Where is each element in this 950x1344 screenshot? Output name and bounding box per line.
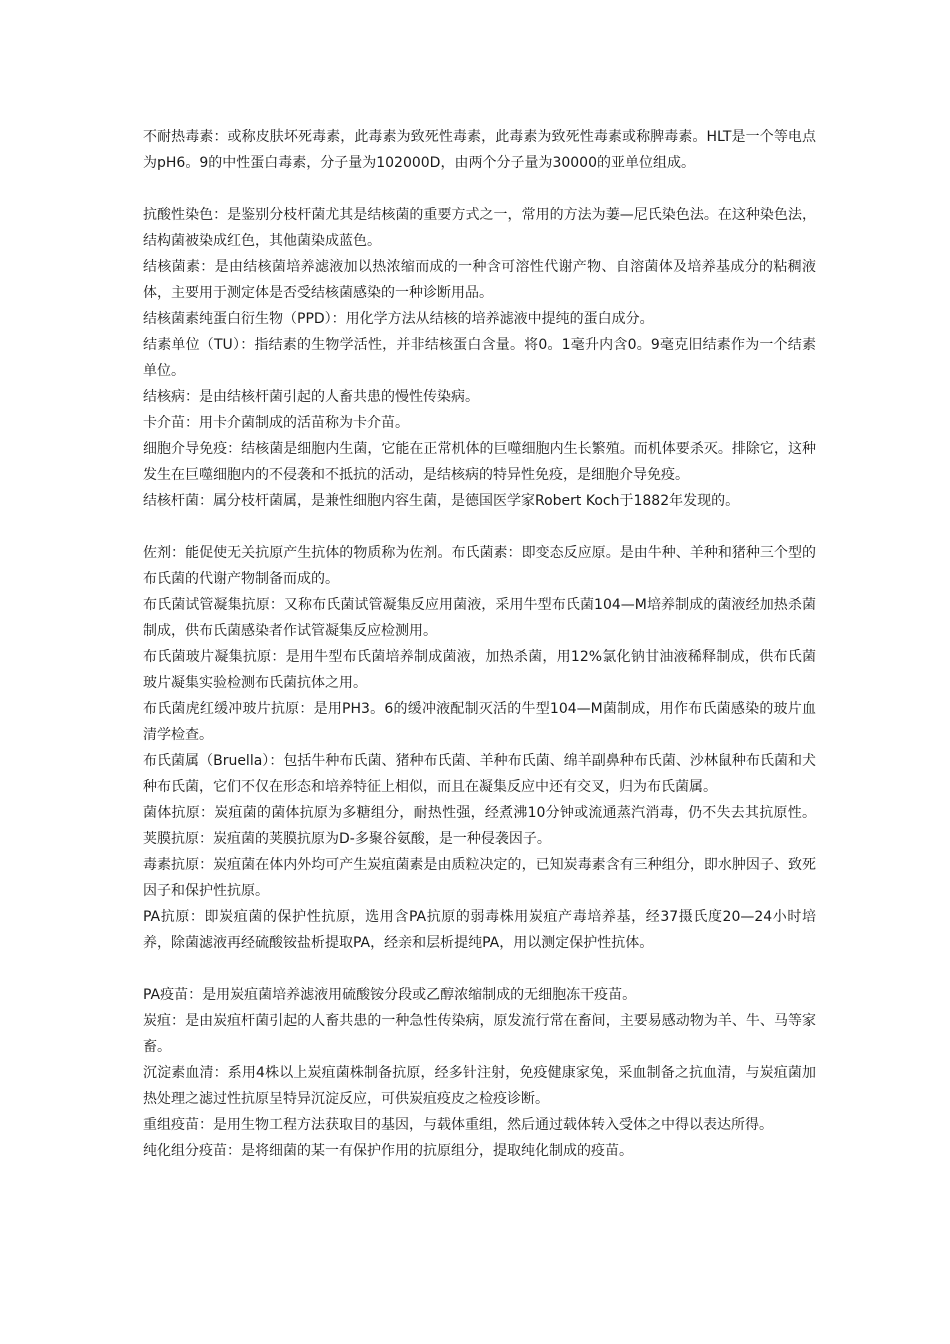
paragraph-anthrax: 炭疽：是由炭疽杆菌引起的人畜共患的一种急性传染病，原发流行常在畜间，主要易感动物为羊、牛、马等家畜。 <box>143 1013 816 1055</box>
paragraph-somatic-antigen: 菌体抗原：炭疽菌的菌体抗原为多糖组分，耐热性强，经煮沸10分钟或流通蒸汽消毒，仍不失去其抗原性。荚膜抗原：炭疽菌的荚膜抗原为D-多聚谷氨酸，是一种侵袭因子。 <box>143 805 816 847</box>
paragraph-brucella-slide-antigen: 布氏菌玻片凝集抗原：是用牛型布氏菌培养制成菌液，加热杀菌，用12%氯化钠甘油液稀释制成，供布氏菌玻片凝集实验检测布氏菌抗体之用。 <box>143 649 816 691</box>
paragraph-ppd: 结核菌素纯蛋白衍生物（PPD）：用化学方法从结核的培养滤液中提纯的蛋白成分。 <box>143 311 654 327</box>
paragraph-brucella-genus: 布氏菌属（Bruella）：包括牛种布氏菌、猪种布氏菌、羊种布氏菌、绵羊副鼻种布氏菌、沙林鼠种布氏菌和犬种布氏菌，它们不仅在形态和培养特征上相似，而且在凝集反应中还有交叉，归为布氏菌属。 <box>143 753 816 795</box>
paragraph-tuberculosis: 结核病：是由结核杆菌引起的人畜共患的慢性传染病。 <box>143 389 479 405</box>
paragraph-pa-vaccine: PA疫苗：是用炭疽菌培养滤液用硫酸铵分段或乙醇浓缩制成的无细胞冻干疫苗。 <box>143 987 637 1003</box>
paragraph-cell-mediated-immunity: 细胞介导免疫：结核菌是细胞内生菌，它能在正常机体的巨噬细胞内生长繁殖。而机体要杀灭。排除它，这种发生在巨噬细胞内的不侵袭和不抵抗的活动，是结核病的特异性免疫，是细胞介导免疫。 <box>143 441 816 483</box>
document-body <box>143 124 816 1164</box>
paragraph-tuberculin-unit: 结素单位（TU）：指结素的生物学活性，并非结核蛋白含量。将0。1毫升内含0。9毫克旧结素作为一个结素单位。 <box>143 337 816 379</box>
paragraph-brucella-tube-antigen: 布氏菌试管凝集抗原：又称布氏菌试管凝集反应用菌液，采用牛型布氏菌104—M培养制成的菌液经加热杀菌制成，供布氏菌感染者作试管凝集反应检测用。 <box>143 597 816 639</box>
paragraph-adjuvant: 佐剂：能促使无关抗原产生抗体的物质称为佐剂。布氏菌素：即变态反应原。是由牛种、羊种和猪种三个型的布氏菌的代谢产物制备而成的。 <box>143 545 816 587</box>
paragraph-pa-antigen: PA抗原：即炭疽菌的保护性抗原，选用含PA抗原的弱毒株用炭疽产毒培养基，经37摄氏度20—24小时培养，除菌滤液再经硫酸铵盐析提取PA，经亲和层析提纯PA，用以测定保护性抗体。 <box>143 909 816 951</box>
paragraph-acid-fast-stain: 抗酸性染色：是鉴别分枝杆菌尤其是结核菌的重要方式之一，常用的方法为萋—尼氏染色法。在这种染色法，结构菌被染成红色，其他菌染成蓝色。 <box>143 207 816 249</box>
paragraph-brucella-rose-bengal-antigen: 布氏菌虎红缓冲玻片抗原：是用PH3。6的缓冲液配制灭活的牛型104—M菌制成，用作布氏菌感染的玻片血清学检查。 <box>143 701 816 743</box>
paragraph-toxin-antigen: 毒素抗原：炭疽菌在体内外均可产生炭疽菌素是由质粒决定的，已知炭毒素含有三种组分，即水肿因子、致死因子和保护性抗原。 <box>143 857 816 899</box>
paragraph-precipitin-serum: 沉淀素血清：系用4株以上炭疽菌株制备抗原，经多针注射，免疫健康家兔，采血制备之抗血清，与炭疽菌加热处理之滤过性抗原呈特异沉淀反应，可供炭疽疫皮之检疫诊断。 <box>143 1065 816 1107</box>
paragraph-gap <box>143 956 816 982</box>
paragraph-gap <box>143 514 816 540</box>
paragraph-bcg: 卡介苗：用卡介菌制成的活苗称为卡介苗。 <box>143 415 409 431</box>
paragraph-recombinant-vaccine: 重组疫苗：是用生物工程方法获取目的基因，与载体重组，然后通过载体转入受体之中得以表达所得。 <box>143 1117 773 1133</box>
paragraph-heat-labile-toxin: 不耐热毒素：或称皮肤坏死毒素，此毒素为致死性毒素，此毒素为致死性毒素或称脾毒素。HLT是一个等电点为pH6。9的中性蛋白毒素，分子量为102000D，由两个分子量为30000的亚单位组成。 <box>143 129 816 171</box>
paragraph-tubercle-bacillus: 结核杆菌：属分枝杆菌属，是兼性细胞内容生菌，是德国医学家Robert Koch于1882年发现的。 <box>143 493 740 509</box>
paragraph-gap <box>143 176 816 202</box>
paragraph-tuberculin: 结核菌素：是由结核菌培养滤液加以热浓缩而成的一种含可溶性代谢产物、自溶菌体及培养基成分的粘稠液体，主要用于测定体是否受结核菌感染的一种诊断用品。 <box>143 259 816 301</box>
paragraph-purified-component-vaccine: 纯化组分疫苗：是将细菌的某一有保护作用的抗原组分，提取纯化制成的疫苗。 <box>143 1143 633 1159</box>
